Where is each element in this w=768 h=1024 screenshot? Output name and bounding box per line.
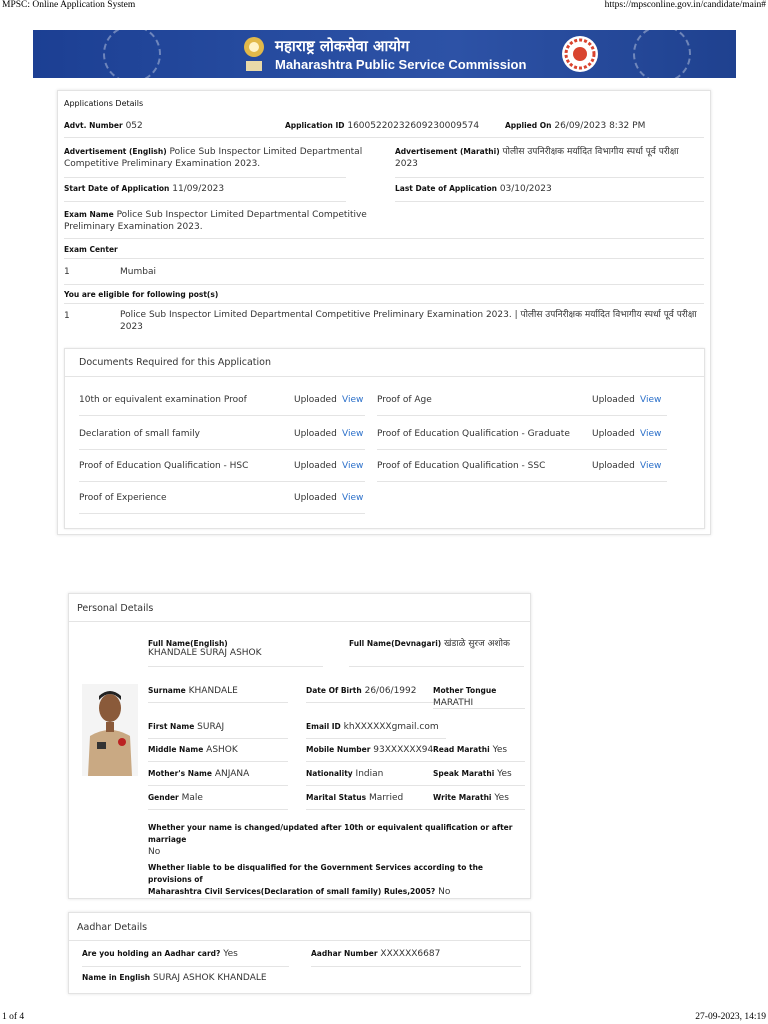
document-view-link[interactable]: View [640, 395, 662, 405]
aadhar-name-value: SURAJ ASHOK KHANDALE [153, 973, 267, 983]
first-name-value: SURAJ [197, 722, 225, 732]
print-url: https://mpsconline.gov.in/candidate/main# [604, 0, 766, 10]
nationality-label: Nationality [306, 769, 353, 778]
aadhar-holding-value: Yes [223, 949, 238, 959]
aadhar-heading: Aadhar Details [77, 922, 148, 933]
mother-name-field [148, 768, 298, 780]
start-date [64, 184, 224, 194]
middle-name-field [148, 744, 298, 756]
exam-center-no: 1 [64, 267, 70, 277]
document-status: Uploaded [592, 461, 635, 471]
write-marathi-field [433, 792, 528, 804]
document-view-link[interactable]: View [342, 429, 364, 439]
adv-english-label: Advertisement (English) [64, 147, 167, 156]
document-status: Uploaded [294, 395, 337, 405]
state-emblem-icon [241, 35, 267, 73]
exam-center-label: Exam Center [64, 245, 118, 254]
full-name-en-value: KHANDALE SURAJ ASHOK [148, 648, 262, 658]
aadhar-number-value: XXXXXX6687 [380, 949, 441, 959]
document-status: Uploaded [294, 493, 337, 503]
documents-box [64, 348, 705, 529]
surname-field [148, 685, 298, 697]
aadhar-holding-label: Are you holding an Aadhar card? [82, 949, 221, 958]
last-date-label: Last Date of Application [395, 184, 497, 193]
candidate-photo [82, 684, 138, 776]
document-name: Proof of Education Qualification - HSC [79, 461, 249, 471]
exam-name-value: Police Sub Inspector Limited Departmental Competitive Preliminary Examination 2023. [64, 210, 367, 232]
gender-field [148, 792, 298, 804]
advt-row [64, 121, 704, 135]
start-date-label: Start Date of Application [64, 184, 170, 193]
name-changed-question: Whether your name is changed/updated after 10th or equivalent qualification or after marriage [148, 823, 513, 844]
write-marathi-label: Write Marathi [433, 793, 492, 802]
mother-tongue-field [433, 685, 528, 709]
email-field [306, 721, 456, 733]
full-name-dev-value: खंडाळे सुरज अशोक [444, 639, 510, 649]
document-view-link[interactable]: View [342, 493, 364, 503]
print-datetime: 27-09-2023, 14:19 [695, 1012, 766, 1022]
document-status: Uploaded [592, 429, 635, 439]
exam-center: Mumbai [120, 267, 156, 277]
aadhar-holding [82, 949, 238, 959]
document-name: Declaration of small family [79, 429, 200, 439]
read-marathi-label: Read Marathi [433, 745, 490, 754]
disqualified-answer: No [438, 887, 451, 897]
banner-title-marathi: महाराष्ट्र लोकसेवा आयोग [275, 37, 410, 55]
name-changed [148, 822, 528, 858]
document-name: Proof of Experience [79, 493, 167, 503]
marital-label: Marital Status [306, 793, 367, 802]
document-status: Uploaded [294, 461, 337, 471]
application-id-label: Application ID [285, 121, 345, 130]
adv-marathi [395, 146, 700, 170]
first-name-label: First Name [148, 722, 195, 731]
document-view-link[interactable]: View [640, 461, 662, 471]
documents-heading: Documents Required for this Application [79, 357, 272, 368]
disqualified-question-line2: Maharashtra Civil Services(Declaration of small family) Rules,2005? [148, 887, 436, 896]
adv-marathi-value: पोलीस उपनिरीक्षक मर्यादित विभागीय स्पर्धा पूर्व परीक्षा 2023 [395, 147, 679, 169]
speak-marathi-field [433, 768, 528, 780]
decorative-motif-icon [633, 30, 691, 78]
decorative-motif-icon [103, 30, 161, 78]
document-name: Proof of Education Qualification - SSC [377, 461, 546, 471]
applied-on: 26/09/2023 8:32 PM [554, 121, 646, 131]
eligible-no: 1 [64, 311, 70, 321]
document-view-link[interactable]: View [342, 395, 364, 405]
speak-marathi-label: Speak Marathi [433, 769, 495, 778]
aadhar-number-label: Aadhar Number [311, 949, 378, 958]
mpsc-seal-icon [561, 35, 599, 73]
mother-tongue-value: MARATHI [433, 698, 474, 708]
eligible-post: Police Sub Inspector Limited Departmental Competitive Preliminary Examination 2023. | पोलीस उपनिरीक्षक मर्यादित विभागीय स्पर्धा पूर्व परीक्षा 2023 [120, 310, 697, 332]
email-value: khXXXXXXgmail.com [343, 722, 439, 732]
document-name: Proof of Education Qualification - Graduate [377, 429, 570, 439]
mother-name-label: Mother's Name [148, 769, 212, 778]
adv-english-value: Police Sub Inspector Limited Departmental Competitive Preliminary Examination 2023. [64, 147, 363, 169]
personal-heading: Personal Details [77, 603, 154, 614]
middle-name-value: ASHOK [206, 745, 238, 755]
mpsc-banner [33, 30, 736, 78]
eligible-label: You are eligible for following post(s) [64, 290, 219, 299]
full-name-dev [349, 636, 510, 649]
first-name-field [148, 721, 298, 733]
application-heading: Applications Details [64, 99, 144, 108]
surname-value: KHANDALE [188, 686, 238, 696]
marital-value: Married [368, 793, 404, 803]
speak-marathi-value: Yes [497, 769, 512, 779]
document-name: 10th or equivalent examination Proof [79, 395, 247, 405]
nationality-value: Indian [355, 769, 384, 779]
banner-title-english: Maharashtra Public Service Commission [275, 57, 527, 72]
aadhar-number [311, 949, 440, 959]
mother-name-value: ANJANA [214, 769, 250, 779]
application-details-card [57, 90, 711, 535]
mobile-label: Mobile Number [306, 745, 371, 754]
application-id: 16005220232609230009574 [347, 121, 480, 131]
gender-label: Gender [148, 793, 179, 802]
full-name-en-label: Full Name(English) [148, 639, 228, 648]
start-date-value: 11/09/2023 [172, 184, 225, 194]
aadhar-name [82, 973, 267, 983]
dob-value: 26/06/1992 [364, 686, 417, 696]
advt-number-label: Advt. Number [64, 121, 123, 130]
document-view-link[interactable]: View [342, 461, 364, 471]
middle-name-label: Middle Name [148, 745, 204, 754]
personal-details-card [68, 593, 531, 899]
mother-tongue-label: Mother Tongue [433, 686, 497, 695]
aadhar-name-label: Name in English [82, 973, 151, 982]
adv-marathi-label: Advertisement (Marathi) [395, 147, 500, 156]
document-status: Uploaded [592, 395, 635, 405]
advt-number: 052 [125, 121, 143, 131]
exam-name [64, 209, 374, 233]
document-name: Proof of Age [377, 395, 432, 405]
surname-label: Surname [148, 686, 186, 695]
full-name-dev-label: Full Name(Devnagari) [349, 639, 442, 648]
name-changed-answer: No [148, 847, 161, 857]
last-date-value: 03/10/2023 [499, 184, 552, 194]
aadhar-details-card [68, 912, 531, 994]
dob-label: Date Of Birth [306, 686, 362, 695]
print-title: MPSC: Online Application System [2, 0, 136, 10]
applied-on-label: Applied On [505, 121, 552, 130]
read-marathi-value: Yes [492, 745, 508, 755]
document-status: Uploaded [294, 429, 337, 439]
document-view-link[interactable]: View [640, 429, 662, 439]
disqualified [148, 862, 528, 898]
exam-name-label: Exam Name [64, 210, 114, 219]
disqualified-question-line1: Whether liable to be disqualified for the Government Services according to the provisions of [148, 863, 483, 884]
gender-value: Male [181, 793, 203, 803]
adv-english [64, 146, 364, 170]
write-marathi-value: Yes [494, 793, 509, 803]
email-label: Email ID [306, 722, 341, 731]
print-page-number: 1 of 4 [2, 1012, 25, 1022]
last-date [395, 184, 552, 194]
mobile-value: 93XXXXXX94 [373, 745, 434, 755]
full-name-en [148, 639, 262, 658]
read-marathi-field [433, 744, 528, 756]
